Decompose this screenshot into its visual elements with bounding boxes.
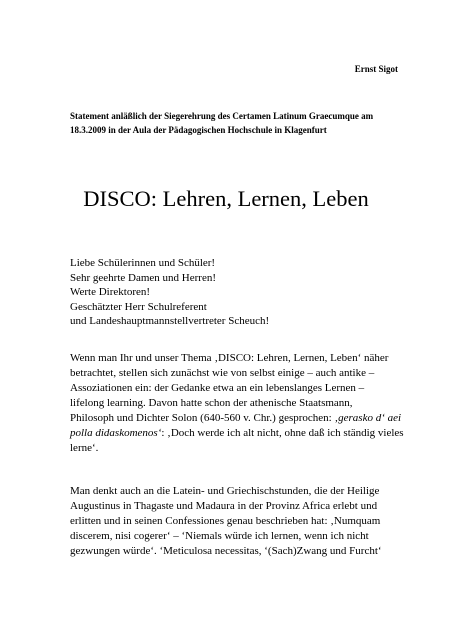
greeting-line: Werte Direktoren! bbox=[70, 286, 151, 298]
statement-heading bbox=[70, 109, 400, 137]
paragraph-line: erlitten und in seinen Confessiones genau beschrieben hat: ‚Numquam bbox=[70, 515, 381, 527]
greeting-line: Liebe Schülerinnen und Schüler! bbox=[70, 257, 216, 269]
paragraph-line: Augustinus in Thagaste und Madaura in der Provinz Africa erlebt und bbox=[70, 500, 378, 512]
statement-line: Statement anläßlich der Siegerehrung des Certamen Latinum Graecumque am bbox=[70, 111, 374, 121]
greek-quote: polla didaskomenos‘ bbox=[70, 427, 162, 439]
paragraph-line: Assoziationen ein: der Gedanke etwa an ein lebenslanges Lernen – bbox=[70, 382, 365, 394]
paragraph-line: lifelong learning. Davon hatte schon der athenische Staatsmann, bbox=[70, 397, 353, 409]
greeting-line: Geschätzter Herr Schulreferent bbox=[70, 300, 207, 313]
paragraph-line: lerne‘. bbox=[70, 442, 99, 454]
greeting-line: und Landeshauptmannstellvertreter Scheuch! bbox=[70, 315, 270, 327]
greeting-line: Sehr geehrte Damen und Herren! bbox=[70, 271, 216, 284]
paragraph-line: discerem, nisi cogerer‘ – ‘Niemals würde ich lernen, wenn ich nicht bbox=[70, 530, 369, 542]
author-name: Ernst Sigot bbox=[354, 64, 398, 74]
paragraph-line: betrachtet, stellen sich zunächst wie von selbst einige – auch antike – bbox=[70, 367, 375, 379]
paragraph-line bbox=[70, 426, 410, 441]
greetings-block bbox=[70, 256, 400, 329]
text-run: Philosoph und Dichter Solon (640-560 v. Chr.) gesprochen: bbox=[70, 412, 335, 424]
greek-quote: ‚gerasko d‘ aei bbox=[334, 412, 402, 424]
text-run: : ‚Doch werde ich alt nicht, ohne daß ich ständig vieles bbox=[161, 427, 404, 439]
statement-line: 18.3.2009 in der Aula der Pädagogischen Hochschule in Klagenfurt bbox=[70, 125, 327, 135]
paragraph-line bbox=[70, 411, 410, 426]
document-title: DISCO: Lehren, Lernen, Leben bbox=[83, 186, 369, 211]
paragraph-1 bbox=[70, 351, 410, 456]
paragraph-line: Man denkt auch an die Latein- und Griechischstunden, die der Heilige bbox=[70, 485, 380, 497]
paragraph-2 bbox=[70, 484, 410, 559]
paragraph-line: gezwungen würde‘. ‘Meticulosa necessitas, ‘(Sach)Zwang und Furcht‘ bbox=[70, 545, 382, 557]
paragraph-line: Wenn man Ihr und unser Thema ‚DISCO: Lehren, Lernen, Leben‘ näher bbox=[70, 352, 389, 364]
